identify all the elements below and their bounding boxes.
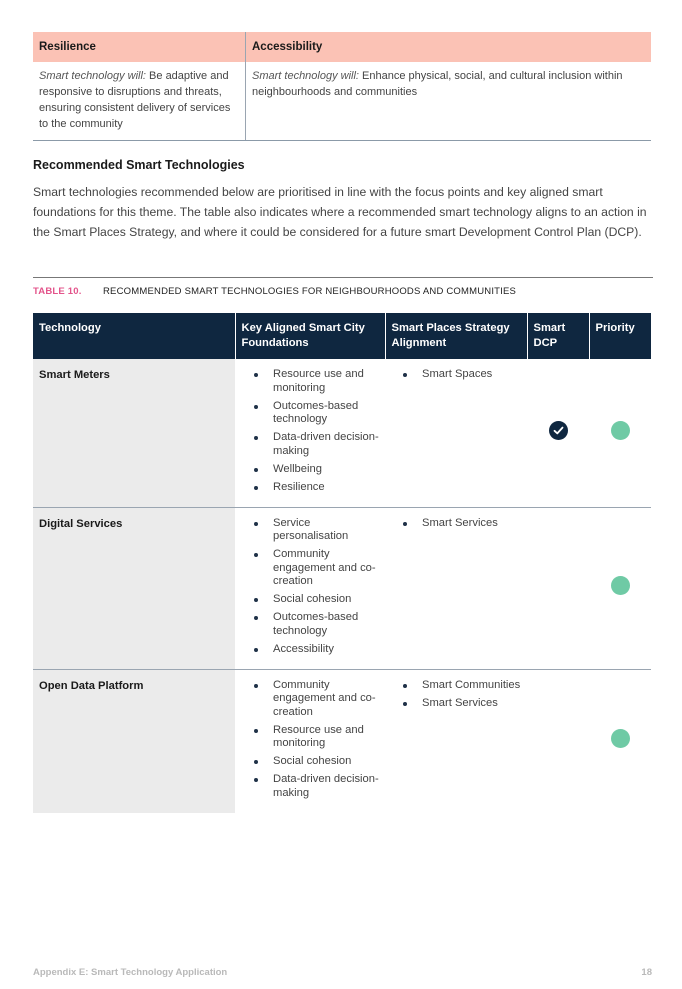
strategy-item: Smart Services: [385, 697, 527, 711]
foundation-item: Social cohesion: [235, 593, 385, 607]
resilience-cell: [33, 62, 246, 141]
accessibility-cell: [246, 62, 652, 141]
priority-dot-icon: [611, 729, 630, 748]
strategy-item: Smart Spaces: [385, 368, 527, 382]
table-row: [33, 669, 651, 813]
table-header-row: [33, 313, 651, 359]
intro-paragraph: Smart technologies recommended below are prioritised in line with the focus points and key aligned smart foundations for this theme. The table also indicates where a recommended smart technology aligns to an action in the Smart Places Strategy, and where it could be considered for a future smart Development Control Plan (DCP).: [33, 185, 647, 239]
accessibility-header: Accessibility: [246, 32, 652, 62]
accessibility-text: Enhance physical, social, and cultural inclusion within neighbourhoods and communities: [252, 70, 623, 98]
strategy-item: Smart Communities: [385, 679, 527, 693]
technology-name: Smart Meters: [33, 359, 235, 507]
priority-cell: [589, 507, 651, 669]
strategy-list: [385, 508, 527, 543]
strategy-cell: [385, 507, 527, 669]
table-caption: [33, 286, 517, 297]
foundation-item: Resilience: [235, 481, 385, 495]
resilience-text: Be adaptive and responsive to disruptions and threats, ensuring consistent delivery of services to the community: [39, 70, 231, 130]
foundations-list: [235, 359, 385, 507]
table-row: [33, 359, 651, 507]
foundation-item: Outcomes-based technology: [235, 400, 385, 427]
foundation-item: Data-driven decision-making: [235, 431, 385, 458]
header-foundations: Key Aligned Smart City Foundations: [235, 313, 385, 359]
technology-name: Digital Services: [33, 507, 235, 669]
foundation-item: Data-driven decision-making: [235, 773, 385, 800]
foundation-item: Outcomes-based technology: [235, 611, 385, 638]
header-technology: Technology: [33, 313, 235, 359]
smart-dcp-cell: [527, 669, 589, 813]
theme-principles-table: [33, 32, 651, 141]
recommended-technologies-table: [33, 313, 651, 813]
foundation-item: Service personalisation: [235, 517, 385, 544]
priority-dot-icon: [611, 576, 630, 595]
table-row: [33, 507, 651, 669]
smart-dcp-cell: [527, 507, 589, 669]
foundation-item: Wellbeing: [235, 463, 385, 477]
foundation-item: Resource use and monitoring: [235, 368, 385, 395]
foundations-list: [235, 508, 385, 669]
accessibility-lead: Smart technology will:: [252, 70, 359, 82]
technology-name: Open Data Platform: [33, 669, 235, 813]
strategy-list: [385, 670, 527, 723]
foundation-item: Community engagement and co-creation: [235, 679, 385, 720]
footer-section-title: Appendix E: Smart Technology Application: [33, 967, 228, 978]
checkmark-icon: [549, 421, 568, 440]
strategy-item: Smart Services: [385, 517, 527, 531]
resilience-lead: Smart technology will:: [39, 70, 146, 82]
header-priority: Priority: [589, 313, 651, 359]
foundation-item: Accessibility: [235, 643, 385, 657]
page-number: 18: [641, 967, 652, 978]
foundation-item: Community engagement and co-creation: [235, 548, 385, 589]
foundations-cell: [235, 359, 385, 507]
caption-rule: [33, 277, 653, 278]
foundations-cell: [235, 507, 385, 669]
priority-cell: [589, 359, 651, 507]
priority-dot-icon: [611, 421, 630, 440]
foundations-list: [235, 670, 385, 813]
resilience-header: Resilience: [33, 32, 246, 62]
strategy-cell: [385, 359, 527, 507]
foundations-cell: [235, 669, 385, 813]
header-strategy: Smart Places Strategy Alignment: [385, 313, 527, 359]
strategy-list: [385, 359, 527, 394]
header-smart-dcp: Smart DCP: [527, 313, 589, 359]
priority-cell: [589, 669, 651, 813]
foundation-item: Resource use and monitoring: [235, 724, 385, 751]
strategy-cell: [385, 669, 527, 813]
table-number: TABLE 10.: [33, 286, 82, 297]
section-heading: Recommended Smart Technologies: [33, 158, 245, 172]
foundation-item: Social cohesion: [235, 755, 385, 769]
smart-dcp-cell: [527, 359, 589, 507]
table-title: RECOMMENDED SMART TECHNOLOGIES FOR NEIGHBOURHOODS AND COMMUNITIES: [103, 286, 517, 297]
